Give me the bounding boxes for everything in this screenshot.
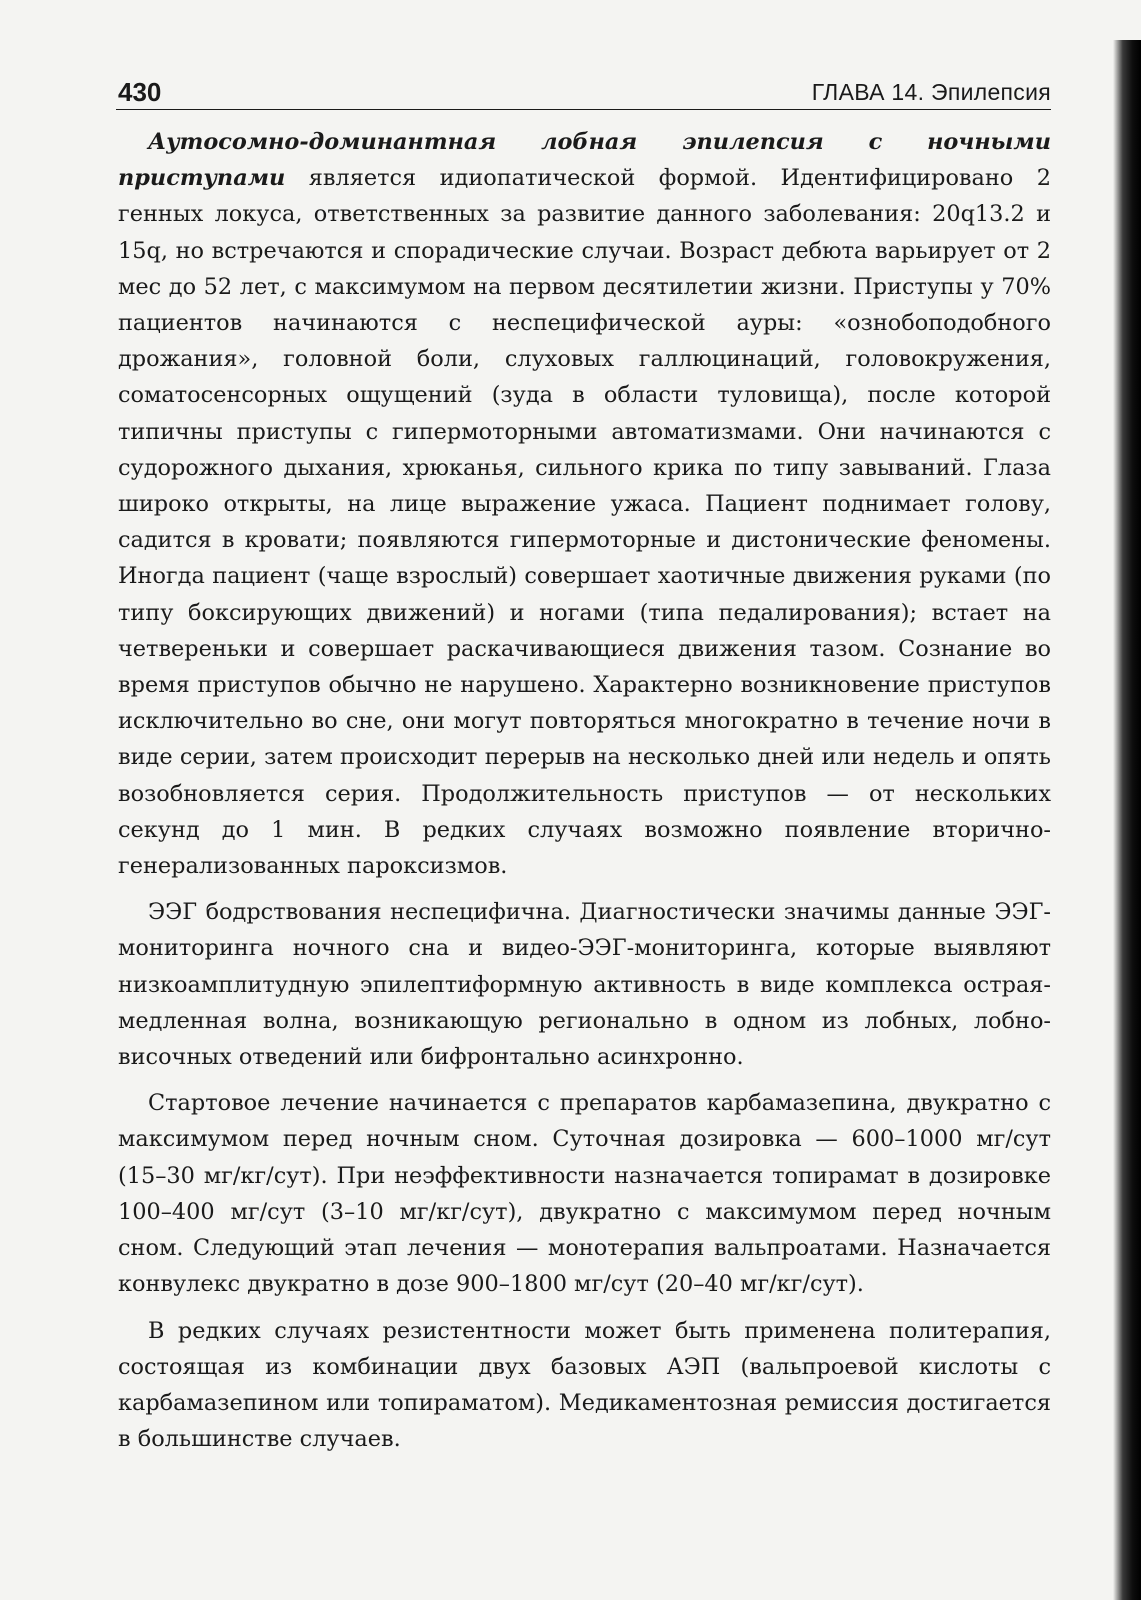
page-edge-shadow: [1113, 40, 1141, 1600]
paragraph-4: В редких случаях резистентности может быть применена политерапия, состоящая из комбинации двух базовых АЭП (вальпроевой кислоты с карбамазепином или топираматом). Медикаментозная ремиссия достигается в большинстве случаев.: [118, 1317, 1051, 1453]
paragraph-1: [118, 124, 1051, 884]
paragraph-1-text: является идиопатической формой. Идентифицировано 2 генных локуса, ответственных за развитие данного заболевания: 20q13.2 и 15q, но встречаются и спорадические случаи. Возраст дебюта варьирует от 2 мес до 52 лет, с максимумом на первом десятилетии жизни. Приступы у 70% пациентов начинаются с неспецифической ауры: «ознобоподобного дрожания», головной боли, слуховых галлюцинаций, головокружения, соматосенсорных ощущений (зуда в области туловища), после которой типичны приступы с гипермоторными автоматизмами. Они начинаются с судорожного дыхания, хрюканья, сильного крика по типу завываний. Глаза широко открыты, на лице выражение ужаса. Пациент поднимает голову, садится в кровати; появляются гипермоторные и дистонические феномены. Иногда пациент (чаще взрослый) совершает хаотичные движения руками (по типу боксирующих движений) и ногами (типа педалирования); встает на четвереньки и совершает раскачивающиеся движения тазом. Сознание во время приступов обычно не нарушено. Характерно возникновение приступов исключительно во сне, они могут повторяться многократно в течение ночи в виде серии, затем происходит перерыв на несколько дней или недель и опять возобновляется серия. Продолжительность приступов — от нескольких секунд до 1 мин. В редких случаях возможно появление вторично-генерализованных пароксизмов.: [118, 165, 1051, 880]
paragraph-2: ЭЭГ бодрствования неспецифична. Диагностически значимы данные ЭЭГ-мониторинга ночного сна и видео-ЭЭГ-мониторинга, которые выявляют низкоамплитудную эпилептиформную активность в виде комплекса острая-медленная волна, возникающую регионально в одном из лобных, лобно-височных отведений или бифронтально асинхронно.: [118, 899, 1051, 1071]
paragraph-3: Стартовое лечение начинается с препаратов карбамазепина, двукратно с максимумом перед ночным сном. Суточная дозировка — 600–1000 мг/сут (15–30 мг/кг/сут). При неэффективности назначается топирамат в дозировке 100–400 мг/сут (3–10 мг/кг/сут), двукратно с максимумом перед ночным сном. Следующий этап лечения — монотерапия вальпроатами. Назначается конвулекс двукратно в дозе 900–1800 мг/сут (20–40 мг/кг/сут).: [118, 1090, 1051, 1298]
lead-term: Аутосомно-доминантная лобная эпилепсия с ночными приступами: [118, 129, 1051, 192]
running-header: [118, 77, 1051, 116]
header-rule: [116, 109, 1051, 110]
page-number: 430: [118, 77, 162, 107]
chapter-title: ГЛАВА 14. Эпилепсия: [811, 79, 1051, 105]
body-text: [118, 124, 1051, 1467]
